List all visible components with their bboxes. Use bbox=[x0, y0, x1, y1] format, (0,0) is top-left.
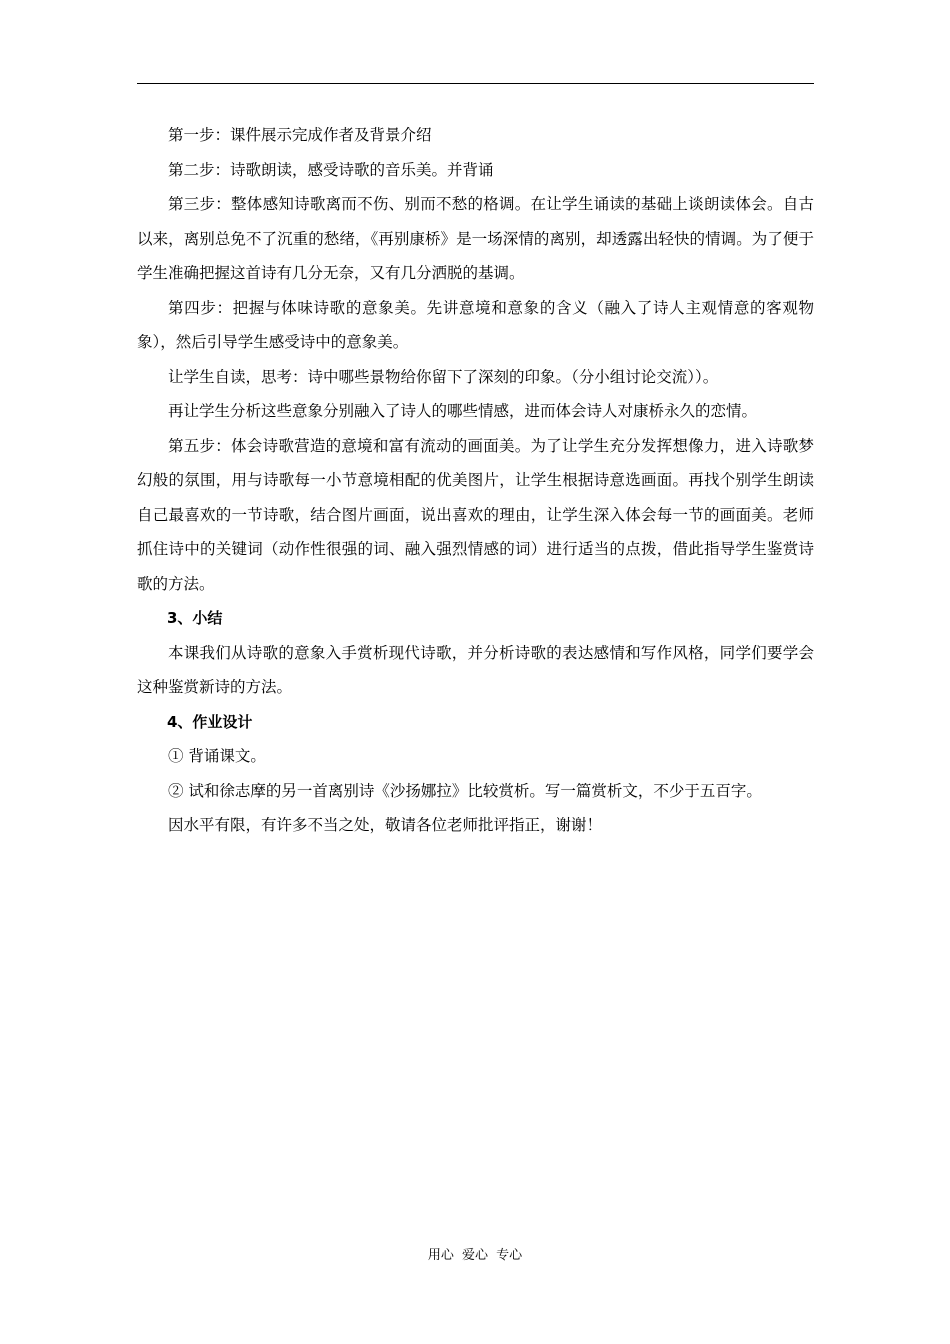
paragraph-analysis: 再让学生分析这些意象分别融入了诗人的哪些情感，进而体会诗人对康桥永久的恋情。 bbox=[168, 402, 758, 420]
homework-item-2: ② 试和徐志摩的另一首离别诗《沙扬娜拉》比较赏析。写一篇赏析文，不少于五百字。 bbox=[168, 781, 762, 800]
paragraph-step-2: 第二步：诗歌朗读，感受诗歌的音乐美。并背诵 bbox=[168, 160, 494, 179]
paragraph-closing: 因水平有限，有许多不当之处，敬请各位老师批评指正，谢谢！ bbox=[168, 816, 603, 834]
paragraph-self-reading: 让学生自读，思考：诗中哪些景物给你留下了深刻的印象。（分小组讨论交流））。 bbox=[168, 367, 719, 386]
paragraph-step-5: 第五步：体会诗歌营造的意境和富有流动的画面美。为了让学生充分发挥想像力，进入诗歌梦幻般的氛围，用与诗歌每一小节意境相配的优美图片，让学生根据诗意选画面。再找个别学生朗读自己最喜欢的一节诗歌，结合图片画面，说出喜欢的理由，让学生深入体会每一节的画面美。老师抓住诗中的关键词（动作性很强的词、融入强烈情感的词）进行适当的点拨，借此指导学生鉴赏诗歌的方法。 bbox=[137, 436, 814, 593]
paragraph-step-3: 第三步：整体感知诗歌离而不伤、别而不愁的格调。在让学生诵读的基础上谈朗读体会。自古以来，离别总免不了沉重的愁绪，《再别康桥》是一场深情的离别，却透露出轻快的情调。为了便于学生准确把握这首诗有几分无奈，又有几分洒脱的基调。 bbox=[137, 195, 814, 282]
paragraph-summary: 本课我们从诗歌的意象入手赏析现代诗歌，并分析诗歌的表达感情和写作风格，同学们要学会这种鉴赏新诗的方法。 bbox=[137, 643, 814, 696]
section-heading-homework: 4、作业设计 bbox=[167, 712, 253, 731]
paragraph-step-4: 第四步：把握与体味诗歌的意象美。先讲意境和意象的含义（融入了诗人主观情意的客观物象），然后引导学生感受诗中的意象美。 bbox=[137, 298, 814, 351]
page-footer: 用心 爱心 专心 bbox=[427, 1248, 523, 1263]
header-rule bbox=[137, 83, 814, 84]
section-heading-summary: 3、小结 bbox=[167, 609, 223, 627]
paragraph-step-1: 第一步：课件展示完成作者及背景介绍 bbox=[168, 126, 432, 144]
homework-item-1: ① 背诵课文。 bbox=[168, 747, 266, 765]
document-body bbox=[137, 118, 814, 843]
